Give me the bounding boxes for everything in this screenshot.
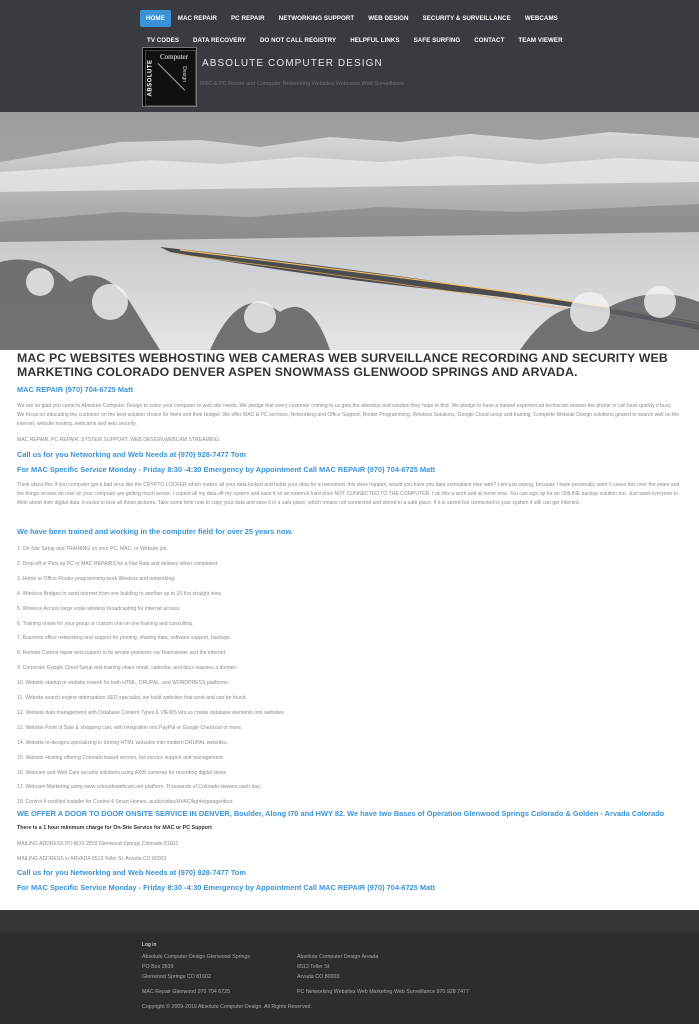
footer-arvada-line: Arvada CO 80003 <box>297 974 340 980</box>
footer-arvada-line: Absolute Computer Design Arvada <box>297 954 379 960</box>
main-nav-row-2 <box>140 32 580 49</box>
footer-glenwood-line: Glenwood Springs CO 81602 <box>142 974 211 980</box>
nav-webcams[interactable]: WEBCAMS <box>524 15 558 22</box>
nav-home[interactable]: HOME <box>140 10 171 27</box>
main-content <box>17 351 683 379</box>
service-list-item: 14. Website re-designs specializing in turning HTML websites into modern DRUPAL websites. <box>17 739 228 746</box>
footer-pc-networking: PC Networking Websites Web Marketing Web Surveillance 970 928 7477 <box>297 989 469 995</box>
nav-safe-surfing[interactable]: SAFE SURFING <box>413 37 461 44</box>
call-us-networking: Call us for you Networking and Web Needs at (970) 928-7477 Tom <box>17 450 246 459</box>
nav-networking-support[interactable]: NETWORKING SUPPORT <box>278 15 355 22</box>
service-list-item: 11. Website search engine optimization SEO specialist, we build websites that work and can be found. <box>17 695 248 701</box>
logo-text-absolute: ABSOLUTE <box>147 59 154 97</box>
intro-paragraph: We are so glad you came to Absolute Computer Design to solve your computer or web site needs. We pledge that every customer coming to us gets the attention and solution they hope to find. We pledge to have a trained experienced technician answer the phone or call back quickly if busy. We focus on educating the customer on the best solution choice for them and their budget. We offer MAC & PC services, Networking and Office Support, Router Programming, Wireless Solutions, Google Cloud setup and training, Complete Website Design solutions geared to search well on the internet, website hosting, webcams and web security. <box>17 403 680 427</box>
nav-web-design[interactable]: WEB DESIGN <box>368 15 409 22</box>
services-line: MAC REPAIR, PC REPAIR, SYSTEM SUPPORT, WEB DESIGN,WEBCAM STREAMING. <box>17 437 221 443</box>
nav-tv-codes[interactable]: TV CODES <box>147 37 180 44</box>
hero-slider <box>0 112 699 350</box>
hero-image <box>0 112 699 350</box>
site-logo[interactable] <box>142 47 197 107</box>
site-footer <box>0 910 699 1024</box>
mailing-address-arvada: MAILING ADDRESS in ARVADA 6513 Teller St. Arvada CO 80003 <box>17 856 167 862</box>
mac-service-hours-2: For MAC Specific Service Monday - Friday 8:30 -4:30 Emergency by Appointment Call MAC REPAIR (970) 704-6725 Matt <box>17 883 436 892</box>
footer-arvada-line: 6513 Teller St <box>297 964 330 970</box>
service-list-item: 17. Webcam Marketing using www.coloradowebcam.net platform, Thousands of Colorado viewers each day. <box>17 784 261 791</box>
nav-data-recovery[interactable]: DATA RECOVERY <box>193 37 246 44</box>
footer-glenwood-line: Absolute Computer Design Glenwood Springs <box>142 954 251 960</box>
mac-service-hours: For MAC Specific Service Monday - Friday 8:30 -4:30 Emergency by Appointment Call MAC REPAIR (970) 704-6725 Matt <box>17 465 436 474</box>
footer-mac-repair: MAC Repair Glenwood 970 704 6725 <box>142 989 231 995</box>
mac-repair-phone: MAC REPAIR (970) 704-6725 Matt <box>17 385 134 394</box>
service-list-item: 8. Remote Control repair and support to fix simple problems via Teamviewer and the internet. <box>17 650 227 657</box>
nav-security-surveillance[interactable]: SECURITY & SURVEILLANCE <box>422 15 511 22</box>
service-list-item: 18. Control 4 certified installer for Control 4 Smart Homes, audio/video/HVAC/lights/garage/door. <box>17 799 234 806</box>
footer-glenwood-line: PO Box 2839 <box>142 964 174 970</box>
minimum-charge: There is a 1 hour minimum charge for On-Site Service for MAC or PC Support <box>17 825 212 831</box>
service-list-item: 1. On-Site Setup and TRAINING on your PC, MAC, or Website job. <box>17 546 168 552</box>
service-list-item: 5. Wireless Access large scale wireless broadcasting for internet access. <box>17 605 181 612</box>
mailing-address-glenwood: MAILING ADDRESS PO BOX 2839 Glenwood Springs Colorado 81602 <box>17 841 179 847</box>
service-list-item: 9. Corporate Google Cloud Setup and training share email, calendar, and docs requires a domain. <box>17 665 238 672</box>
footer-arvada-address <box>297 952 378 982</box>
site-slogan: MAC & PC Router and Computer Networking Websites Webcams Web Surveillance <box>200 81 405 87</box>
service-list-item: 13. Website Point of Sale & shopping cart, with integration into PayPal or Google Checkout or more. <box>17 724 243 731</box>
service-list-item: 4. Wireless Bridges to send internet from one building to another up to 15 Km straight view. <box>17 590 222 597</box>
logo-text-design: Design <box>180 66 187 82</box>
nav-pc-repair[interactable]: PC REPAIR <box>231 15 265 22</box>
footer-band <box>0 910 699 932</box>
nav-team-viewer[interactable]: TEAM VIEWER <box>518 37 563 44</box>
service-list-item: 12. Website data management with Database Content Types & VIEWS lets us create database elements into websites. <box>17 709 286 716</box>
footer-copyright: Copyright © 2009-2019 Absolute Computer Design. All Rights Reserved. <box>142 1004 312 1010</box>
footer-glenwood-address <box>142 952 250 982</box>
site-header <box>0 0 699 112</box>
trained-heading: We have been trained and working in the computer field for over 25 years now. <box>17 527 293 536</box>
main-nav-row-1 <box>140 10 580 27</box>
door-to-door-service: WE OFFER A DOOR TO DOOR ONSITE SERVICE IN DENVER, Boulder, Along I70 and HWY 82. We have two Bases of Operation Glenwood Springs Colorado & Golden - Arvada Colorado <box>17 809 665 818</box>
page-title: MAC PC WEBSITES WEBHOSTING WEB CAMERAS WEB SURVEILLANCE RECORDING AND SECURITY WEB MARKETING COLORADO DENVER ASPEN SNOWMASS GLENWOOD SPRINGS AND ARVADA. <box>17 351 668 379</box>
service-list-item: 7. Business office networking and support for printing, sharing data, software support, backups. <box>17 635 232 642</box>
service-list-item: 15. Website Hosting offering Colorado based servers, full service support and management. <box>17 754 225 761</box>
call-us-networking-2: Call us for you Networking and Web Needs at (970) 928-7477 Tom <box>17 868 246 877</box>
logo-frame <box>145 50 196 106</box>
nav-mac-repair[interactable]: MAC REPAIR <box>177 15 217 22</box>
site-name[interactable]: ABSOLUTE COMPUTER DESIGN <box>202 58 383 69</box>
nav-helpful-links[interactable]: HELPFUL LINKS <box>350 37 400 44</box>
nav-contact[interactable]: CONTACT <box>474 37 505 44</box>
service-list-item: 2. Drop-off or Pick-up PC or MAC REPAIRS for a Flat Rate and delivery when completed. <box>17 560 219 567</box>
logo-text-computer: Computer <box>160 53 188 61</box>
login-link[interactable]: Log in <box>142 942 157 948</box>
service-list-item: 10. Website startup or website rework for both HTML, DRUPAL, and WORDPRESS platforms. <box>17 680 230 687</box>
nav-do-not-call-registry[interactable]: DO NOT CALL REGISTRY <box>259 37 337 44</box>
service-list-item: 16. Webcam and Web Cam security solutions using AXIS cameras for recording digital views. <box>17 769 228 776</box>
service-list-item: 6. Training onsite for your group or custom one on one training and consulting. <box>17 620 194 627</box>
service-list-item: 3. Home or Office Router programming work Wireless and networking. <box>17 575 176 582</box>
think-about-this: Think about this If you computer got a bad virus like the CRYPTO LOCKER which makes all your data locked and holds your data for a ransomed, this does happen, would you have you data someplace else safe? I am just saying, because I have personally seen 5 cases this over the years and the things viruses do now on your computer are getting much worse. I copied all my data off my system and save it on an external hard drive NOT CONNECTED TO THE COMPUTER. I do this a work and at home now. You can sign up for an ONLINE backup solution too. Just want everyone to think about their digital data, it sucks to lose all those pictures. Take some time now to copy your data and save it in a safe place, which means not connected and stored in a safe place. If it is saved but connected to your system it still can get infected. <box>17 482 680 506</box>
